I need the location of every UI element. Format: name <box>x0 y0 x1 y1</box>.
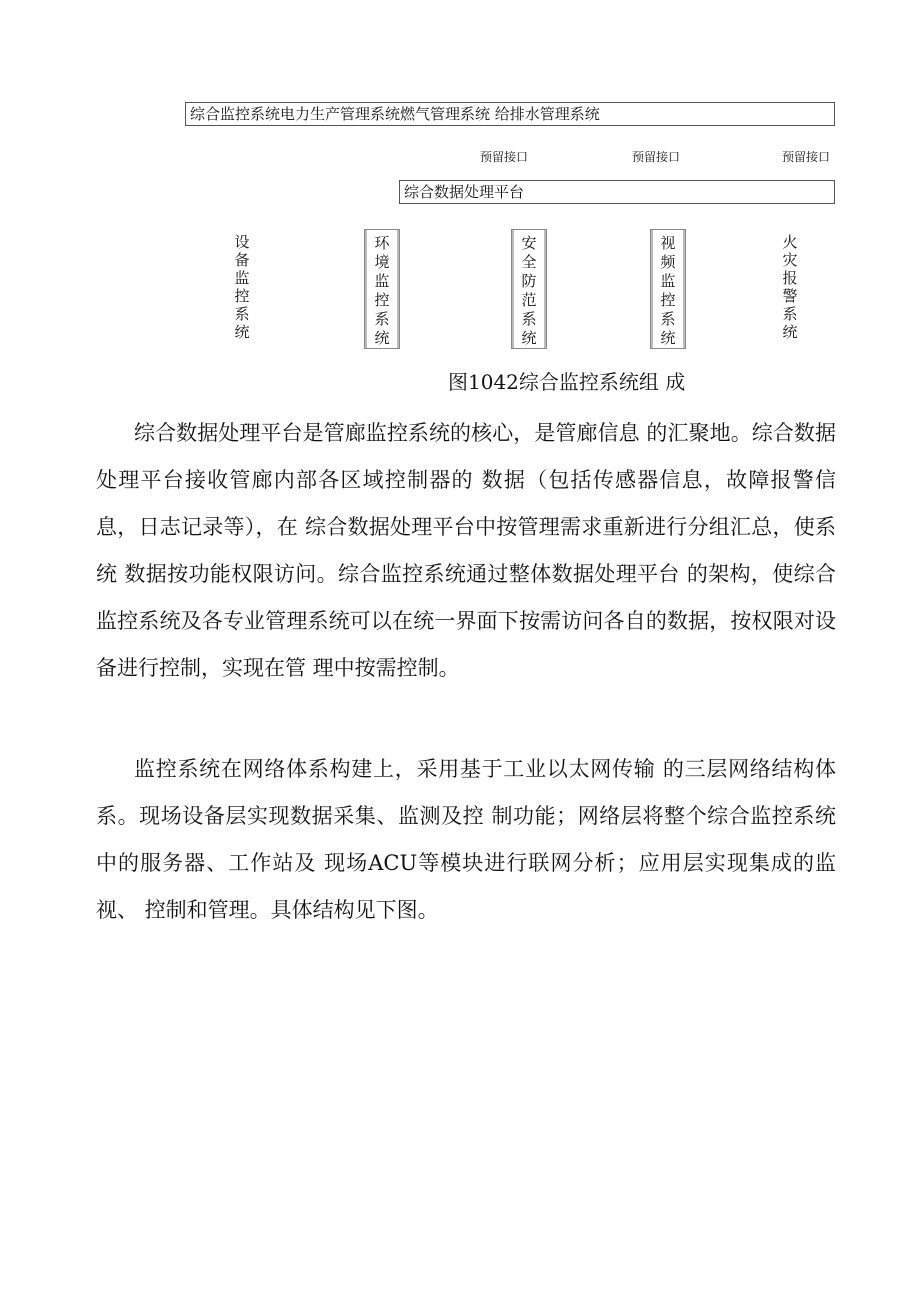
security-system-box: 安全防范系统 <box>511 229 547 349</box>
reserved-port-label-2: 预留接口 <box>632 150 681 164</box>
equipment-monitoring-label: 设备监控系统 <box>234 233 250 341</box>
top-systems-box: 综合监控系统电力生产管理系统燃气管理系统 给排水管理系统 <box>185 102 835 126</box>
body-paragraph-1: 综合数据处理平台是管廊监控系统的核心，是管廊信息 的汇聚地。综合数据处理平台接收管廊内部各区域控制器的 数据（包括传感器信息，故障报警信息，日志记录等），在 综合数据处理平台中按管理需求重新进行分组汇总，使系统 数据按功能权限访问。综合监控系统通过整体数据处理平台 的架构，使综合监控系统及各专业管理系统可以在统一界面下按需访问各自的数据，按权限对设备进行控制，实现在管 理中按需控制。 <box>96 421 836 680</box>
body-paragraph-2: 监控系统在网络体系构建上，采用基于工业以太网传输 的三层网络结构体系。现场设备层实现数据采集、监测及控 制功能；网络层将整个综合监控系统中的服务器、工作站及 现场ACU等模块进行联网分析；应用层实现集成的监视、 控制和管理。具体结构见下图。 <box>96 757 836 922</box>
fire-alarm-label: 火灾报警系统 <box>782 233 798 341</box>
reserved-port-label-1: 预留接口 <box>480 150 529 164</box>
video-monitoring-box: 视频监控系统 <box>650 229 686 349</box>
figure-caption: 图1042综合监控系统组 成 <box>448 370 686 394</box>
data-platform-box: 综合数据处理平台 <box>399 180 835 204</box>
environment-monitoring-box: 环境监控系统 <box>364 229 400 349</box>
reserved-port-label-3: 预留接口 <box>782 150 831 164</box>
